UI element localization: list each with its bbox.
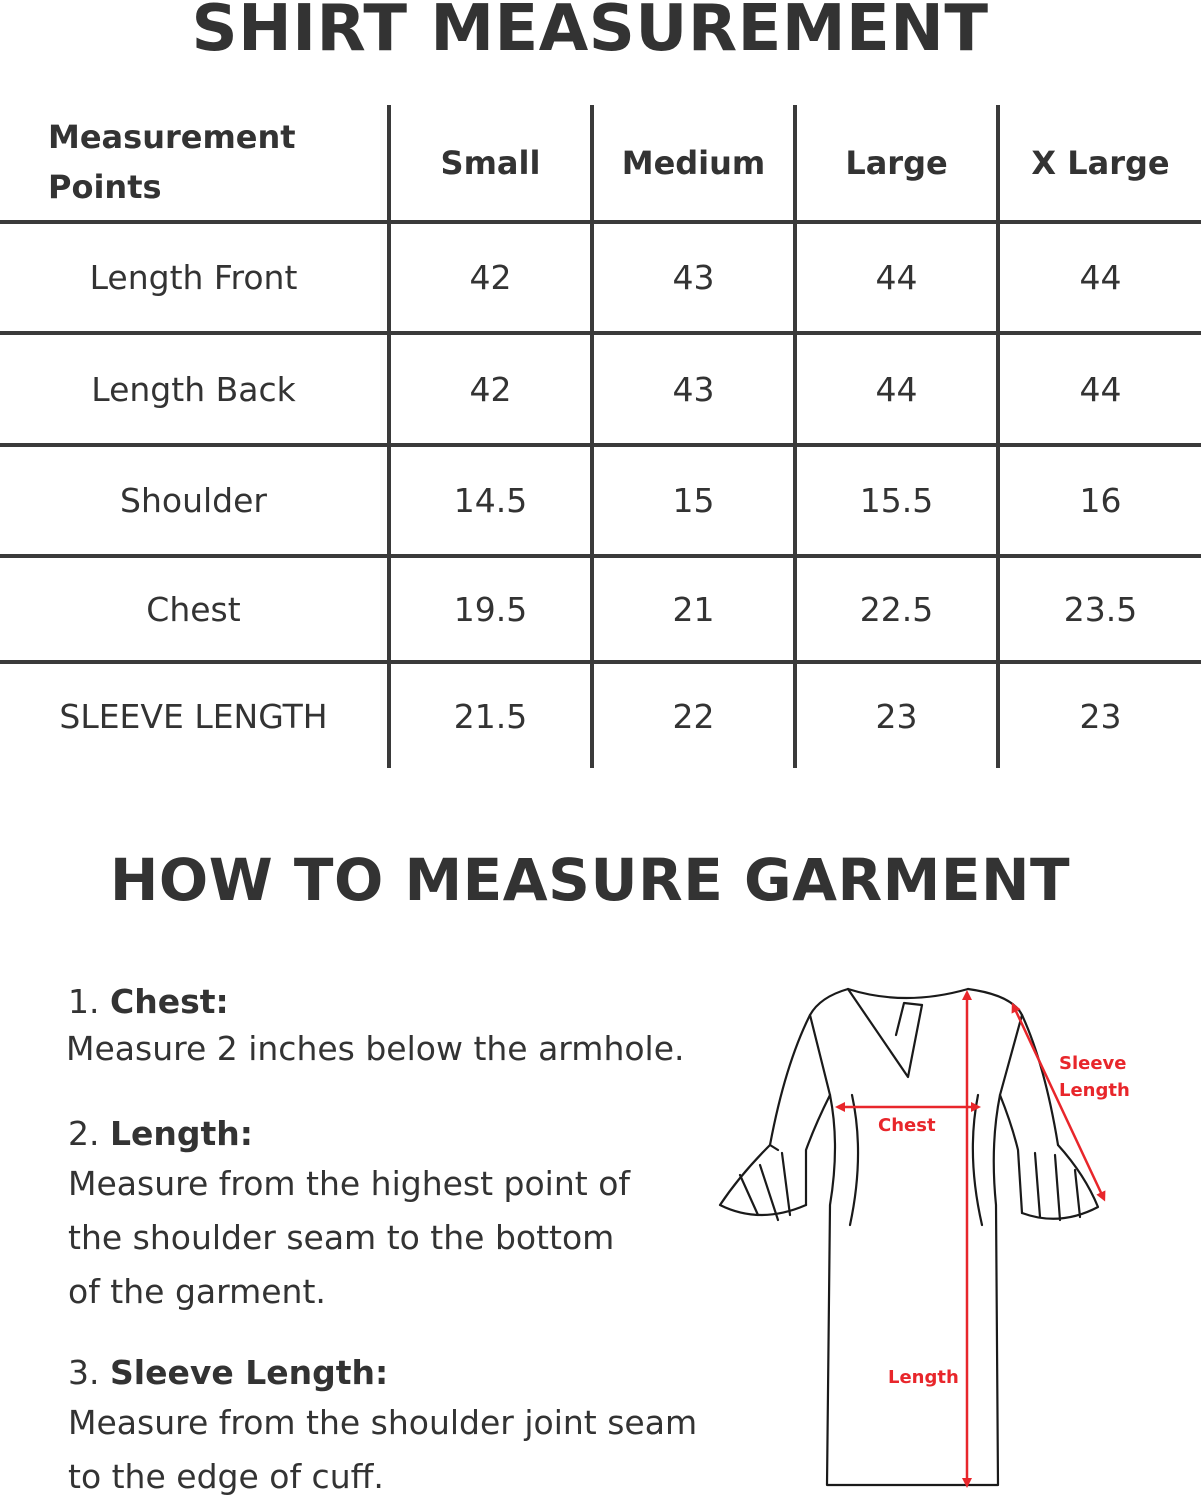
page-title: SHIRT MEASUREMENT <box>191 0 989 66</box>
dress-illustration <box>700 975 1130 1495</box>
row-label: Shoulder <box>120 481 267 520</box>
table-cell: 21.5 <box>453 696 528 736</box>
chest-label: Chest <box>878 1115 936 1136</box>
table-cell: 44 <box>1079 369 1122 409</box>
row-label: Length Front <box>89 258 298 297</box>
length-label: Length <box>888 1367 959 1388</box>
table-cell: 15 <box>672 481 715 520</box>
row-label: Chest <box>146 589 241 629</box>
table-cell: 16 <box>1079 481 1122 520</box>
header-label: Points <box>48 168 162 206</box>
table-cell: 42 <box>469 369 512 409</box>
section-title: HOW TO MEASURE GARMENT <box>109 846 1071 914</box>
header-measurement-points <box>48 112 378 212</box>
row-label: SLEEVE LENGTH <box>59 696 328 736</box>
table-cell: 22.5 <box>859 589 934 629</box>
step-name: Sleeve Length: <box>110 1353 389 1392</box>
table-cell: 23 <box>1079 696 1122 736</box>
step-number: 2. <box>68 1114 100 1153</box>
garment-diagram <box>700 975 1130 1499</box>
step-name: Chest: <box>110 982 229 1021</box>
step-name: Length: <box>110 1114 253 1153</box>
step-line: of the garment. <box>68 1272 326 1311</box>
table-cell: 43 <box>672 258 715 297</box>
header-size: Medium <box>621 143 766 182</box>
header-size: Large <box>845 143 948 182</box>
table-cell: 21 <box>672 589 715 629</box>
table-cell: 22 <box>672 696 715 736</box>
table-cell: 23 <box>875 696 918 736</box>
sleeve-label: Length <box>1059 1080 1130 1101</box>
table-cell: 44 <box>875 369 918 409</box>
step-line: Measure from the highest point of <box>68 1164 630 1203</box>
table-cell: 44 <box>875 258 918 297</box>
step-heading <box>68 1353 388 1392</box>
step-heading <box>68 1114 253 1153</box>
header-label: Measurement <box>48 118 296 156</box>
table-cell: 42 <box>469 258 512 297</box>
table-cell: 19.5 <box>453 589 528 629</box>
step-line: the shoulder seam to the bottom <box>68 1218 615 1257</box>
header-size: X Large <box>1031 143 1170 182</box>
step-description <box>66 1022 685 1076</box>
step-description <box>68 1396 697 1504</box>
step-line: to the edge of cuff. <box>68 1457 384 1496</box>
table-cell: 44 <box>1079 258 1122 297</box>
step-number: 3. <box>68 1353 100 1392</box>
table-cell: 14.5 <box>453 481 528 520</box>
sleeve-label: Sleeve <box>1059 1053 1127 1074</box>
sleeve-arrow <box>1014 1007 1103 1197</box>
step-line: Measure 2 inches below the armhole. <box>66 1029 685 1068</box>
step-line: Measure from the shoulder joint seam <box>68 1403 698 1442</box>
step-description <box>68 1157 630 1319</box>
row-label: Length Back <box>91 369 296 409</box>
step-heading <box>68 982 229 1021</box>
table-cell: 43 <box>672 369 715 409</box>
step-number: 1. <box>68 982 100 1021</box>
header-size: Small <box>440 143 541 182</box>
table-cell: 15.5 <box>859 481 934 520</box>
table-cell: 23.5 <box>1063 589 1138 629</box>
